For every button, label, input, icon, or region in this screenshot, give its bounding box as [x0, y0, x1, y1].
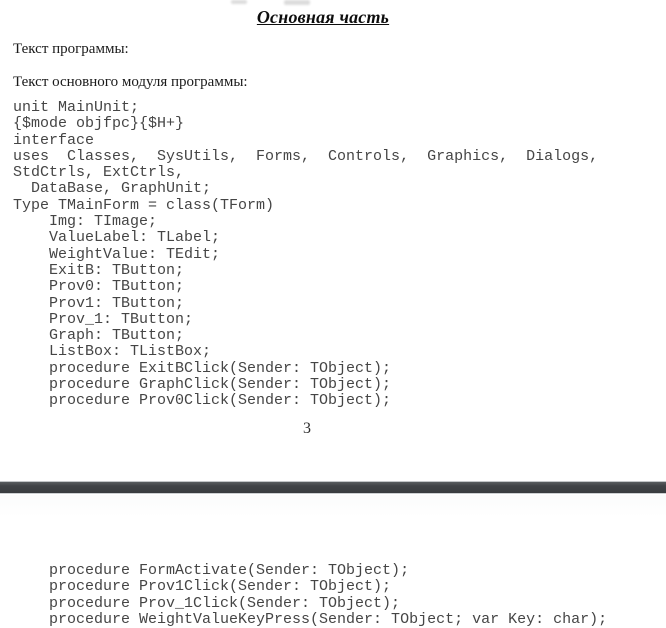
page-break-separator — [0, 481, 666, 494]
page-number: 3 — [303, 420, 311, 437]
code-line: procedure Prov1Click(Sender: TObject); — [13, 578, 392, 596]
code-line: StdCtrls, ExtCtrls, — [13, 164, 185, 182]
paragraph-main-module-text: Текст основного модуля программы: — [13, 74, 248, 90]
code-line: {$mode objfpc}{$H+} — [13, 115, 185, 133]
code-line: uses Classes, SysUtils, Forms, Controls, Graphics, Dialogs, — [13, 147, 599, 165]
code-line: ListBox: TListBox; — [13, 343, 212, 361]
cut-text-fragment — [231, 0, 247, 4]
section-heading: Основная часть — [256, 7, 390, 27]
code-line: procedure FormActivate(Sender: TObject); — [13, 562, 410, 579]
code-listing-main-unit — [13, 100, 598, 410]
document-page-4 — [0, 495, 666, 628]
code-line: interface — [13, 131, 95, 149]
code-line: Prov1: TButton; — [13, 294, 185, 312]
code-line: procedure Prov0Click(Sender: TObject); — [13, 392, 392, 410]
code-line: Type TMainForm = class(TForm) — [13, 196, 275, 214]
code-line: Img: TImage; — [13, 213, 158, 231]
code-line: Graph: TButton; — [13, 327, 185, 345]
code-line: unit MainUnit; — [13, 99, 140, 116]
code-line: Prov0: TButton; — [13, 278, 185, 296]
paragraph-program-text: Текст программы: — [13, 41, 129, 57]
cut-text-fragment — [284, 0, 310, 5]
code-line: procedure GraphClick(Sender: TObject); — [13, 376, 392, 394]
code-line: Prov_1: TButton; — [13, 310, 194, 328]
code-line: procedure Prov_1Click(Sender: TObject); — [13, 594, 401, 612]
code-line: WeightValue: TEdit; — [13, 245, 221, 263]
code-line: procedure WeightValueKeyPress(Sender: TObject; var Key: char); — [13, 610, 608, 628]
code-line: procedure ExitBClick(Sender: TObject); — [13, 359, 392, 377]
code-line: DataBase, GraphUnit; — [13, 180, 212, 198]
code-line: ValueLabel: TLabel; — [13, 229, 221, 247]
code-listing-continued — [13, 563, 607, 628]
code-line: ExitB: TButton; — [13, 261, 185, 279]
